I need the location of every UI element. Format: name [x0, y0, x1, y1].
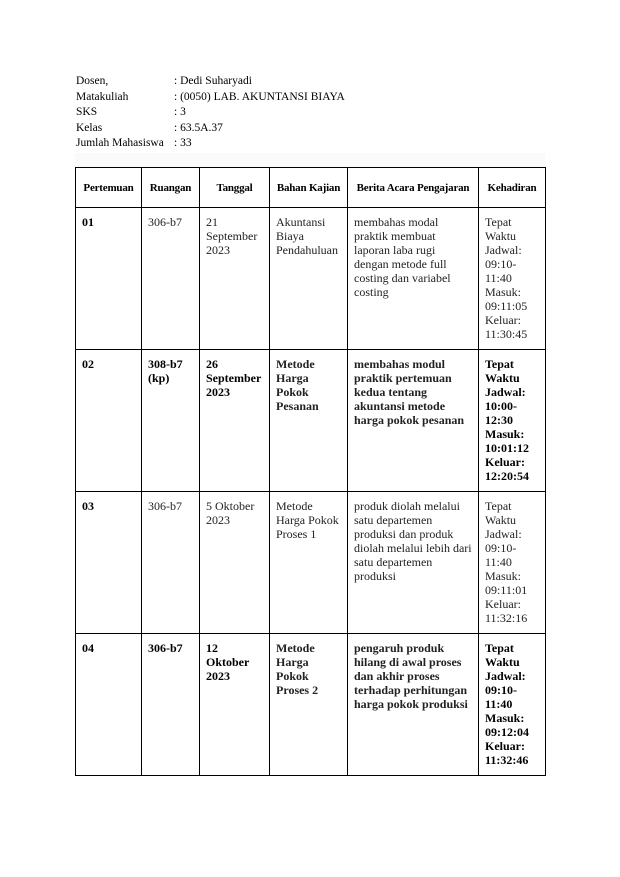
table-row: [76, 208, 546, 350]
cell-ruangan: 306-b7: [142, 208, 200, 350]
meta-value: : 63.5A.37: [174, 121, 223, 134]
cell-ruangan: 308-b7 (kp): [142, 350, 200, 492]
cell-kehadiran: Tepat Waktu Jadwal: 10:00-12:30 Masuk: 10:01:12 Keluar: 12:20:54: [479, 350, 546, 492]
meta-value: : Dedi Suharyadi: [174, 75, 252, 87]
header-kehadiran: Kehadiran: [479, 168, 546, 208]
header-bahan-kajian: Bahan Kajian: [270, 168, 348, 208]
meta-label: Jumlah Mahasiswa: [76, 137, 164, 149]
cell-kehadiran: Tepat Waktu Jadwal: 09:10-11:40 Masuk: 09:11:01 Keluar: 11:32:16: [479, 492, 546, 634]
cell-ruangan: 306-b7: [142, 634, 200, 776]
meta-label: SKS: [76, 106, 98, 118]
cell-bahan-kajian: Metode Harga Pokok Proses 1: [270, 492, 348, 634]
cell-pertemuan: 02: [76, 350, 142, 492]
meta-label: Matakuliah: [76, 90, 129, 103]
table-top-shade: [75, 153, 545, 167]
header-pertemuan: Pertemuan: [76, 168, 142, 208]
cell-bahan-kajian: Akuntansi Biaya Pendahuluan: [270, 208, 348, 350]
meta-value: : 33: [174, 137, 192, 149]
meta-label: Kelas: [76, 121, 103, 134]
cell-tanggal: 12 Oktober 2023: [200, 634, 270, 776]
meta-row-kelas: [76, 121, 345, 137]
meta-value: : 3: [174, 106, 186, 118]
cell-berita-acara: membahas modul praktik pertemuan kedua tentang akuntansi metode harga pokok pesanan: [348, 350, 479, 492]
meta-row-matakuliah: [76, 90, 345, 106]
cell-pertemuan: 01: [76, 208, 142, 350]
cell-kehadiran: Tepat Waktu Jadwal: 09:10-11:40 Masuk: 09:11:05 Keluar: 11:30:45: [479, 208, 546, 350]
meta-label: Dosen,: [76, 75, 109, 87]
cell-berita-acara: produk diolah melalui satu departemen produksi dan produk diolah melalui lebih dari satu departemen produksi: [348, 492, 479, 634]
header-ruangan: Ruangan: [142, 168, 200, 208]
table-row: [76, 492, 546, 634]
course-info: [76, 74, 345, 152]
meta-row-sks: [76, 105, 345, 121]
header-tanggal: Tanggal: [200, 168, 270, 208]
cell-tanggal: 21 September 2023: [200, 208, 270, 350]
cell-tanggal: 5 Oktober 2023: [200, 492, 270, 634]
cell-pertemuan: 04: [76, 634, 142, 776]
cell-berita-acara: membahas modal praktik membuat laporan laba rugi dengan metode full costing dan variabel costing: [348, 208, 479, 350]
cell-pertemuan: 03: [76, 492, 142, 634]
meta-row-jumlah: [76, 136, 345, 152]
table-header-row: [76, 168, 546, 208]
cell-berita-acara: pengaruh produk hilang di awal proses dan akhir proses terhadap perhitungan harga pokok produksi: [348, 634, 479, 776]
cell-tanggal: 26 September 2023: [200, 350, 270, 492]
attendance-table: [75, 167, 546, 776]
cell-ruangan: 306-b7: [142, 492, 200, 634]
header-berita-acara: Berita Acara Pengajaran: [348, 168, 479, 208]
meta-value: : (0050) LAB. AKUNTANSI BIAYA: [174, 90, 345, 103]
table-row: [76, 350, 546, 492]
cell-bahan-kajian: Metode Harga Pokok Proses 2: [270, 634, 348, 776]
cell-kehadiran: Tepat Waktu Jadwal: 09:10-11:40 Masuk: 09:12:04 Keluar: 11:32:46: [479, 634, 546, 776]
meta-row-dosen: [76, 74, 345, 90]
cell-bahan-kajian: Metode Harga Pokok Pesanan: [270, 350, 348, 492]
table-row: [76, 634, 546, 776]
